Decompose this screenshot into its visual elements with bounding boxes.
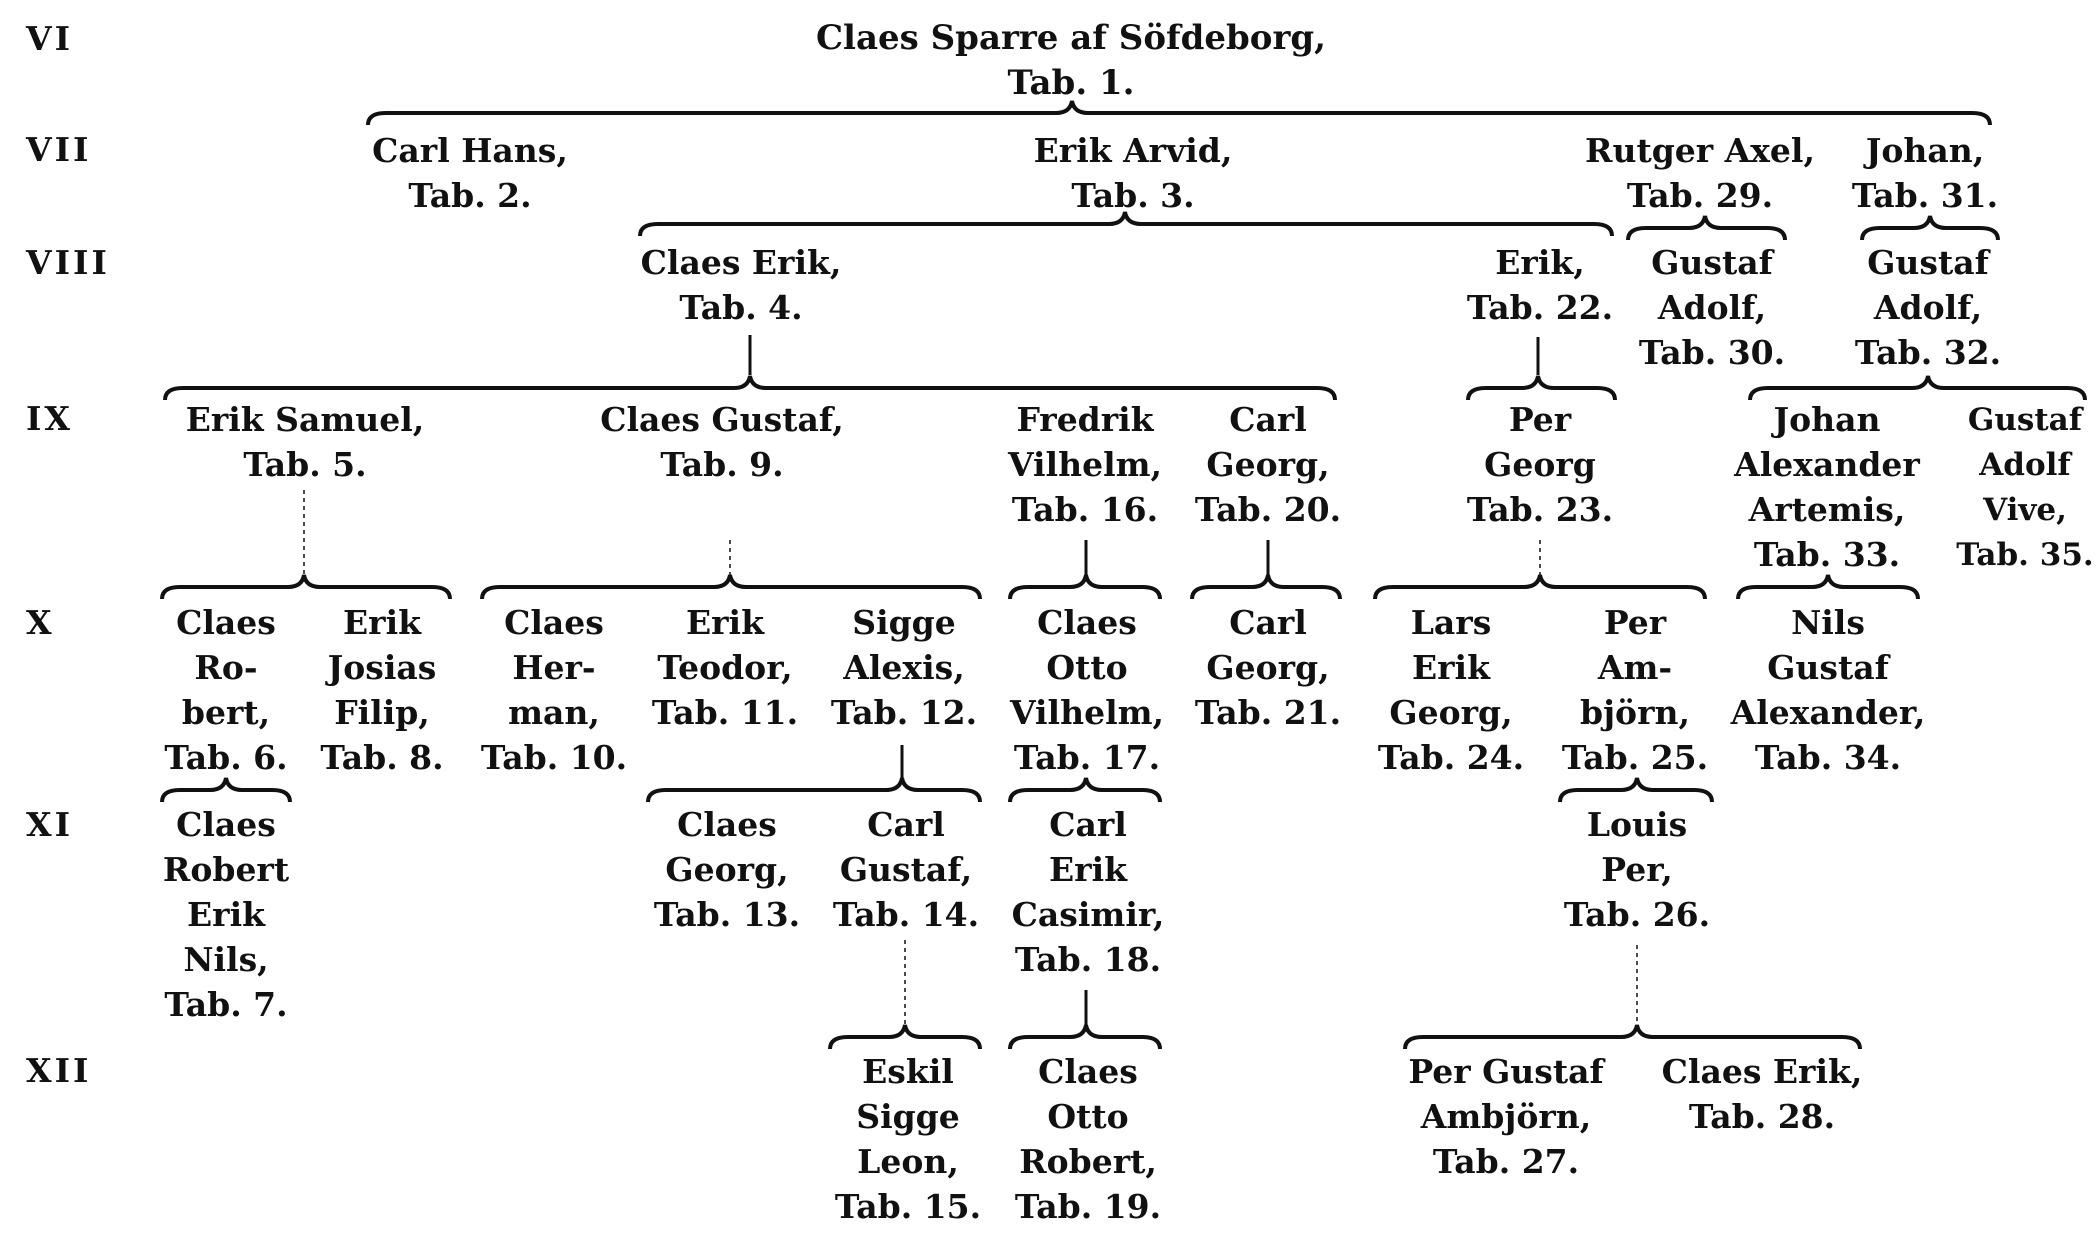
person-name: björn, [1580,693,1690,732]
table-ref: Tab. 35. [1956,537,2094,573]
brace-johan-alexander-children [1738,575,1918,599]
table-ref: Tab. 14. [832,895,980,934]
person-name: Erik Samuel, [185,400,425,439]
brace-carl-georg-20-children [1192,575,1340,599]
person-claes-robert-6 [164,600,287,780]
person-name: Georg, [665,850,789,889]
person-gustaf-adolf-30 [1639,240,1785,375]
person-name: man, [508,693,600,732]
person-fredrik-vilhelm [1008,397,1162,532]
person-claes-erik-4 [641,240,842,330]
table-ref: Tab. 8. [320,738,444,777]
person-name: Erik [343,603,421,642]
person-name: Sigge [852,603,956,642]
person-erik-22 [1467,240,1613,330]
person-name: Adolf [1979,447,2071,483]
person-name: Artemis, [1748,490,1906,529]
person-claes-erik-28 [1662,1049,1863,1139]
person-name: Erik Arvid, [1033,131,1233,170]
table-ref: Tab. 30. [1638,333,1786,372]
table-ref: Tab. 33. [1753,535,1901,574]
brace-claes-gustaf-children [482,575,980,599]
brace-johan-children [1862,216,1998,240]
person-eskil-sigge-leon [835,1049,981,1229]
person-name: Josias [327,648,437,687]
table-ref: Tab. 4. [679,288,803,327]
table-ref: Tab. 27. [1432,1142,1580,1181]
person-gustaf-adolf-vive [1956,398,2093,578]
person-name: Lars [1410,603,1492,642]
person-name: Casimir, [1011,895,1165,934]
person-name: Vive, [1983,492,2067,528]
person-name: Her- [512,648,596,687]
person-name: Carl [1229,603,1307,642]
person-name: Vilhelm, [1009,693,1165,732]
person-name: Claes Erik, [640,243,842,282]
person-erik-josias-filip [320,600,443,780]
person-name: Erik [1049,850,1127,889]
table-ref: Tab. 7. [164,985,288,1024]
brace-rutger-axel-children [1628,216,1785,240]
gen-label-viii: VIII [26,243,110,282]
person-name: Adolf, [1657,288,1767,327]
person-rutger-axel [1585,128,1815,218]
person-per-ambjorn [1562,600,1708,780]
person-name: Sigge [856,1097,960,1136]
person-name: Per Gustaf [1408,1052,1604,1091]
table-ref: Tab. 5. [243,445,367,484]
table-ref: Tab. 10. [480,738,628,777]
table-ref: Tab. 28. [1688,1097,1836,1136]
person-name: Gustaf [1767,648,1889,687]
person-name: Robert [162,850,290,889]
person-carl-gustaf-14 [833,802,979,937]
person-per-georg [1467,397,1613,532]
table-ref: Tab. 32. [1854,333,2002,372]
person-name: Claes [1037,603,1137,642]
gen-label-vii: VII [26,130,92,169]
person-name: bert, [181,693,271,732]
table-ref: Tab. 19. [1014,1187,1162,1226]
person-name: Georg, [1206,648,1330,687]
person-carl-georg-21 [1195,600,1341,735]
person-lars-erik-georg [1378,600,1524,780]
person-carl-erik-casimir [1012,802,1165,982]
table-ref: Tab. 12. [830,693,978,732]
person-name: Otto [1047,1097,1129,1136]
person-carl-georg-20 [1195,397,1341,532]
table-ref: Tab. 21. [1194,693,1342,732]
table-ref: Tab. 15. [834,1187,982,1226]
gen-label-xi: XI [26,805,74,844]
person-name: Erik [686,603,764,642]
person-name: Rutger Axel, [1585,131,1815,170]
table-ref: Tab. 25. [1561,738,1709,777]
person-name: Vilhelm, [1007,445,1163,484]
table-ref: Tab. 1. [1007,63,1135,103]
person-name: Gustaf [1651,243,1773,282]
person-name: Alexander, [1730,693,1926,732]
person-name: Alexis, [843,648,965,687]
person-claes-sparre [816,16,1326,106]
person-name: Gustaf, [839,850,973,889]
person-name: Gustaf [1867,243,1989,282]
table-ref: Tab. 17. [1013,738,1161,777]
table-ref: Tab. 22. [1466,288,1614,327]
person-claes-gustaf [600,397,844,487]
brace-claes-robert-children [162,778,290,802]
person-claes-georg-13 [654,802,800,937]
person-name: Robert, [1019,1142,1157,1181]
table-ref: Tab. 11. [651,693,799,732]
person-name: Otto [1046,648,1128,687]
person-johan [1852,128,1998,218]
person-name: Erik, [1495,243,1585,282]
person-claes-herman [481,600,627,780]
person-name: Per, [1601,850,1673,889]
person-name: Claes Sparre af Söfdeborg, [816,18,1326,58]
person-name: Ambjörn, [1420,1097,1592,1136]
person-name: Leon, [857,1142,959,1181]
person-nils-gustaf-alexander [1731,600,1926,780]
table-ref: Tab. 18. [1014,940,1162,979]
gen-label-ix: IX [26,399,74,438]
person-name: Eskil [862,1052,954,1091]
brace-per-ambjorn-children [1560,778,1712,802]
brace-per-georg-children [1375,575,1705,599]
person-name: Georg, [1389,693,1513,732]
person-name: Georg, [1206,445,1330,484]
brace-erik-samuel-children [162,575,450,599]
brace-louis-per-children [1405,1025,1860,1049]
person-name: Adolf, [1873,288,1983,327]
person-name: Georg [1484,445,1596,484]
table-ref: Tab. 2. [408,176,532,215]
person-name: Claes [677,805,777,844]
table-ref: Tab. 16. [1011,490,1159,529]
gen-label-x: X [26,603,55,642]
person-name: Ro- [194,648,258,687]
person-name: Carl [1049,805,1127,844]
table-ref: Tab. 20. [1194,490,1342,529]
person-name: Filip, [334,693,430,732]
person-name: Am- [1597,648,1673,687]
person-erik-teodor [652,600,798,735]
table-ref: Tab. 3. [1071,176,1195,215]
person-name: Erik [187,895,265,934]
brace-claes-otto-vilhelm-children [1010,778,1160,802]
person-name: Carl [1229,400,1307,439]
person-name: Per [1508,400,1572,439]
person-name: Gustaf [1967,402,2083,438]
person-name: Erik [1412,648,1490,687]
table-ref: Tab. 23. [1466,490,1614,529]
person-name: Claes [504,603,604,642]
person-name: Claes Gustaf, [600,400,844,439]
person-name: Johan, [1865,131,1985,170]
brace-carl-gustaf-children [830,1025,980,1049]
gen-label-xii: XII [26,1051,92,1090]
person-erik-arvid [1034,128,1233,218]
table-ref: Tab. 26. [1563,895,1711,934]
table-ref: Tab. 34. [1754,738,1902,777]
table-ref: Tab. 13. [653,895,801,934]
table-ref: Tab. 24. [1377,738,1525,777]
table-ref: Tab. 29. [1626,176,1774,215]
person-name: Johan [1773,400,1881,439]
brace-fredrik-vilhelm-children [1010,575,1160,599]
person-name: Louis [1586,805,1688,844]
person-claes-otto-vilhelm [1010,600,1164,780]
person-name: Nils, [183,940,269,979]
gen-label-vi: VI [26,19,74,58]
person-erik-samuel [186,397,425,487]
person-sigge-alexis [831,600,977,735]
brace-carl-erik-casimir-children [1010,1025,1160,1049]
person-per-gustaf-ambjorn [1408,1049,1603,1184]
person-name: Alexander [1734,445,1920,484]
person-name: Claes Erik, [1661,1052,1863,1091]
table-ref: Tab. 9. [660,445,784,484]
table-ref: Tab. 31. [1851,176,1999,215]
person-name: Fredrik [1016,400,1154,439]
person-name: Claes [1038,1052,1138,1091]
person-name: Per [1603,603,1667,642]
person-name: Nils [1791,603,1865,642]
person-carl-hans [372,128,568,218]
person-name: Carl Hans, [372,131,568,170]
person-louis-per [1564,802,1710,937]
brace-sigge-alexis-children [648,778,980,802]
person-name: Claes [176,603,276,642]
person-gustaf-adolf-32 [1855,240,2001,375]
person-name: Carl [867,805,945,844]
person-name: Claes [176,805,276,844]
person-name: Teodor, [657,648,793,687]
person-claes-otto-robert [1015,1049,1161,1229]
person-johan-alexander-artemis [1734,397,1920,577]
table-ref: Tab. 6. [164,738,288,777]
person-claes-robert-erik-nils [163,802,289,1027]
